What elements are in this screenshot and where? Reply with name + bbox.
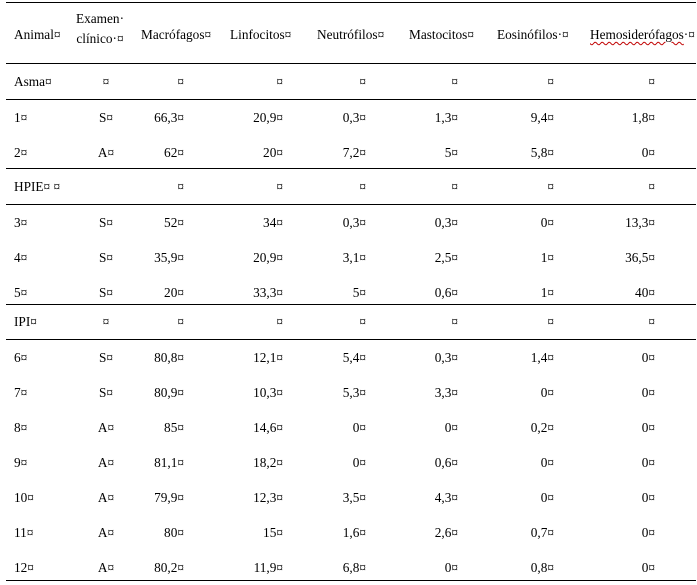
table-cell: A¤	[97, 145, 115, 160]
table-cell: 80,9¤	[154, 385, 184, 400]
table-cell: 0¤	[641, 145, 655, 160]
group-end-rule	[6, 168, 696, 169]
table-cell: A¤	[97, 455, 115, 470]
table-cell: 0¤	[540, 490, 554, 505]
group-label-cell: ¤	[547, 314, 554, 329]
table-cell: 14,6¤	[253, 420, 283, 435]
header-cell: Macrófagos¤	[141, 27, 212, 42]
table-cell: 5¤	[14, 285, 28, 300]
table-cell: 0¤	[641, 385, 655, 400]
table-cell: 5,4¤	[342, 350, 366, 365]
table-cell: 0,7¤	[530, 525, 554, 540]
table-cell: 0¤	[641, 420, 655, 435]
table-cell: 0¤	[444, 560, 458, 575]
group-label-cell: ¤	[547, 74, 554, 89]
table-cell: S¤	[98, 215, 114, 230]
group-label: Asma¤	[14, 74, 52, 89]
table-cell: 36,5¤	[625, 250, 655, 265]
table-cell: 0¤	[641, 490, 655, 505]
header-cell	[76, 9, 124, 49]
table-cell: 9,4¤	[530, 110, 554, 125]
table-cell: 1,3¤	[434, 110, 458, 125]
table-cell: A¤	[97, 490, 115, 505]
table-cell: 3,1¤	[342, 250, 366, 265]
table-cell: 10,3¤	[253, 385, 283, 400]
table-cell: 3¤	[14, 215, 28, 230]
table-cell: 3,5¤	[342, 490, 366, 505]
table-cell: 20¤	[164, 285, 184, 300]
table-cell: 20,9¤	[253, 250, 283, 265]
table-cell: 20,9¤	[253, 110, 283, 125]
group-end-rule	[6, 304, 696, 305]
group-rule	[6, 204, 696, 205]
header-rule	[6, 63, 696, 64]
table-cell: 3,3¤	[434, 385, 458, 400]
group-label-cell: ¤	[102, 74, 110, 89]
header-cell: Eosinófilos·¤	[497, 27, 569, 42]
header-cell: Neutrófilos¤	[317, 27, 385, 42]
table-cell: A¤	[97, 420, 115, 435]
table-top-rule	[6, 2, 696, 3]
table-cell: 62¤	[164, 145, 184, 160]
table-cell: 2,5¤	[434, 250, 458, 265]
table-cell: 1,4¤	[530, 350, 554, 365]
table-cell: S¤	[98, 285, 114, 300]
table-cell: 0,3¤	[342, 215, 366, 230]
group-label: HPIE¤ ¤	[14, 179, 61, 194]
table-cell: 0¤	[352, 455, 366, 470]
table-cell: 66,3¤	[154, 110, 184, 125]
table-cell: S¤	[98, 110, 114, 125]
table-cell: S¤	[98, 250, 114, 265]
table-cell: 0,6¤	[434, 455, 458, 470]
table-cell: 1¤	[540, 250, 554, 265]
group-label-cell: ¤	[177, 314, 184, 329]
table-cell: 1,6¤	[342, 525, 366, 540]
table-cell: 2,6¤	[434, 525, 458, 540]
table-cell: S¤	[98, 385, 114, 400]
table-cell: 12¤	[14, 560, 34, 575]
table-cell: 5¤	[352, 285, 366, 300]
table-cell: 4,3¤	[434, 490, 458, 505]
table-cell: 0,2¤	[530, 420, 554, 435]
table-cell: 1,8¤	[631, 110, 655, 125]
group-rule	[6, 339, 696, 340]
table-cell: 9¤	[14, 455, 28, 470]
table-cell: 0,3¤	[434, 350, 458, 365]
table-cell: 80,8¤	[154, 350, 184, 365]
table-cell: 1¤	[14, 110, 28, 125]
table-cell: 80,2¤	[154, 560, 184, 575]
table-bottom-rule	[6, 580, 696, 581]
table-cell: 33,3¤	[253, 285, 283, 300]
table-cell: 2¤	[14, 145, 28, 160]
table-cell: 34¤	[263, 215, 283, 230]
table-cell: 18,2¤	[253, 455, 283, 470]
header-cell: Linfocitos¤	[230, 27, 292, 42]
table-cell: 10¤	[14, 490, 34, 505]
table-cell: 35,9¤	[154, 250, 184, 265]
table-cell: 79,9¤	[154, 490, 184, 505]
group-label-cell: ¤	[177, 74, 184, 89]
table-cell: A¤	[97, 560, 115, 575]
group-label-cell: ¤	[102, 314, 110, 329]
table-cell: 6,8¤	[342, 560, 366, 575]
table-cell: 0¤	[352, 420, 366, 435]
table-cell: S¤	[98, 350, 114, 365]
table-cell: 40¤	[635, 285, 655, 300]
group-label-cell: ¤	[451, 314, 458, 329]
header-cell-text: Hemosiderófagos	[590, 27, 684, 42]
table-cell: 0¤	[641, 455, 655, 470]
table-cell: 52¤	[164, 215, 184, 230]
table-cell: 8¤	[14, 420, 28, 435]
header-cell-line: Examen·	[76, 11, 124, 26]
group-label-cell: ¤	[359, 179, 366, 194]
table-cell: 0,8¤	[530, 560, 554, 575]
header-cell: Animal¤	[14, 27, 61, 42]
table-cell: 7¤	[14, 385, 28, 400]
group-label-cell: ¤	[451, 74, 458, 89]
header-cell-mark: ·¤	[683, 27, 695, 42]
table-cell: 12,3¤	[253, 490, 283, 505]
group-label-cell: ¤	[648, 314, 655, 329]
table-cell: 81,1¤	[154, 455, 184, 470]
table-cell: 0¤	[641, 350, 655, 365]
group-label-cell: ¤	[177, 179, 184, 194]
group-label-cell: ¤	[648, 74, 655, 89]
table-cell: 11,9¤	[253, 560, 283, 575]
header-cell-line: clínico·¤	[76, 31, 124, 46]
table-cell: 1¤	[540, 285, 554, 300]
table-cell: 0¤	[444, 420, 458, 435]
table-cell: 13,3¤	[625, 215, 655, 230]
group-label-cell: ¤	[359, 74, 366, 89]
table-cell: 5,8¤	[530, 145, 554, 160]
group-label-cell: ¤	[276, 74, 283, 89]
table-cell: 7,2¤	[342, 145, 366, 160]
group-rule	[6, 99, 696, 100]
table-cell: 0,6¤	[434, 285, 458, 300]
table-cell: 0¤	[540, 215, 554, 230]
table-cell: 15¤	[263, 525, 283, 540]
table-cell: 0¤	[641, 560, 655, 575]
header-cell	[590, 27, 695, 43]
group-label-cell: ¤	[648, 179, 655, 194]
table-cell: 0¤	[641, 525, 655, 540]
table-cell: 5¤	[444, 145, 458, 160]
group-label-cell: ¤	[359, 314, 366, 329]
group-label-cell: ¤	[451, 179, 458, 194]
group-label-cell: ¤	[276, 314, 283, 329]
header-cell: Mastocitos¤	[409, 27, 475, 42]
table-cell: 80¤	[164, 525, 184, 540]
group-label: IPI¤	[14, 314, 37, 329]
table-cell: A¤	[97, 525, 115, 540]
table-cell: 0¤	[540, 385, 554, 400]
table-cell: 20¤	[263, 145, 283, 160]
group-label-cell: ¤	[547, 179, 554, 194]
table-cell: 5,3¤	[342, 385, 366, 400]
table-cell: 0¤	[540, 455, 554, 470]
table-cell: 11¤	[14, 525, 34, 540]
table-cell: 0,3¤	[342, 110, 366, 125]
group-label-cell: ¤	[276, 179, 283, 194]
table-cell: 12,1¤	[253, 350, 283, 365]
table-cell: 6¤	[14, 350, 28, 365]
table-cell: 0,3¤	[434, 215, 458, 230]
table-cell: 85¤	[164, 420, 184, 435]
table-cell: 4¤	[14, 250, 28, 265]
